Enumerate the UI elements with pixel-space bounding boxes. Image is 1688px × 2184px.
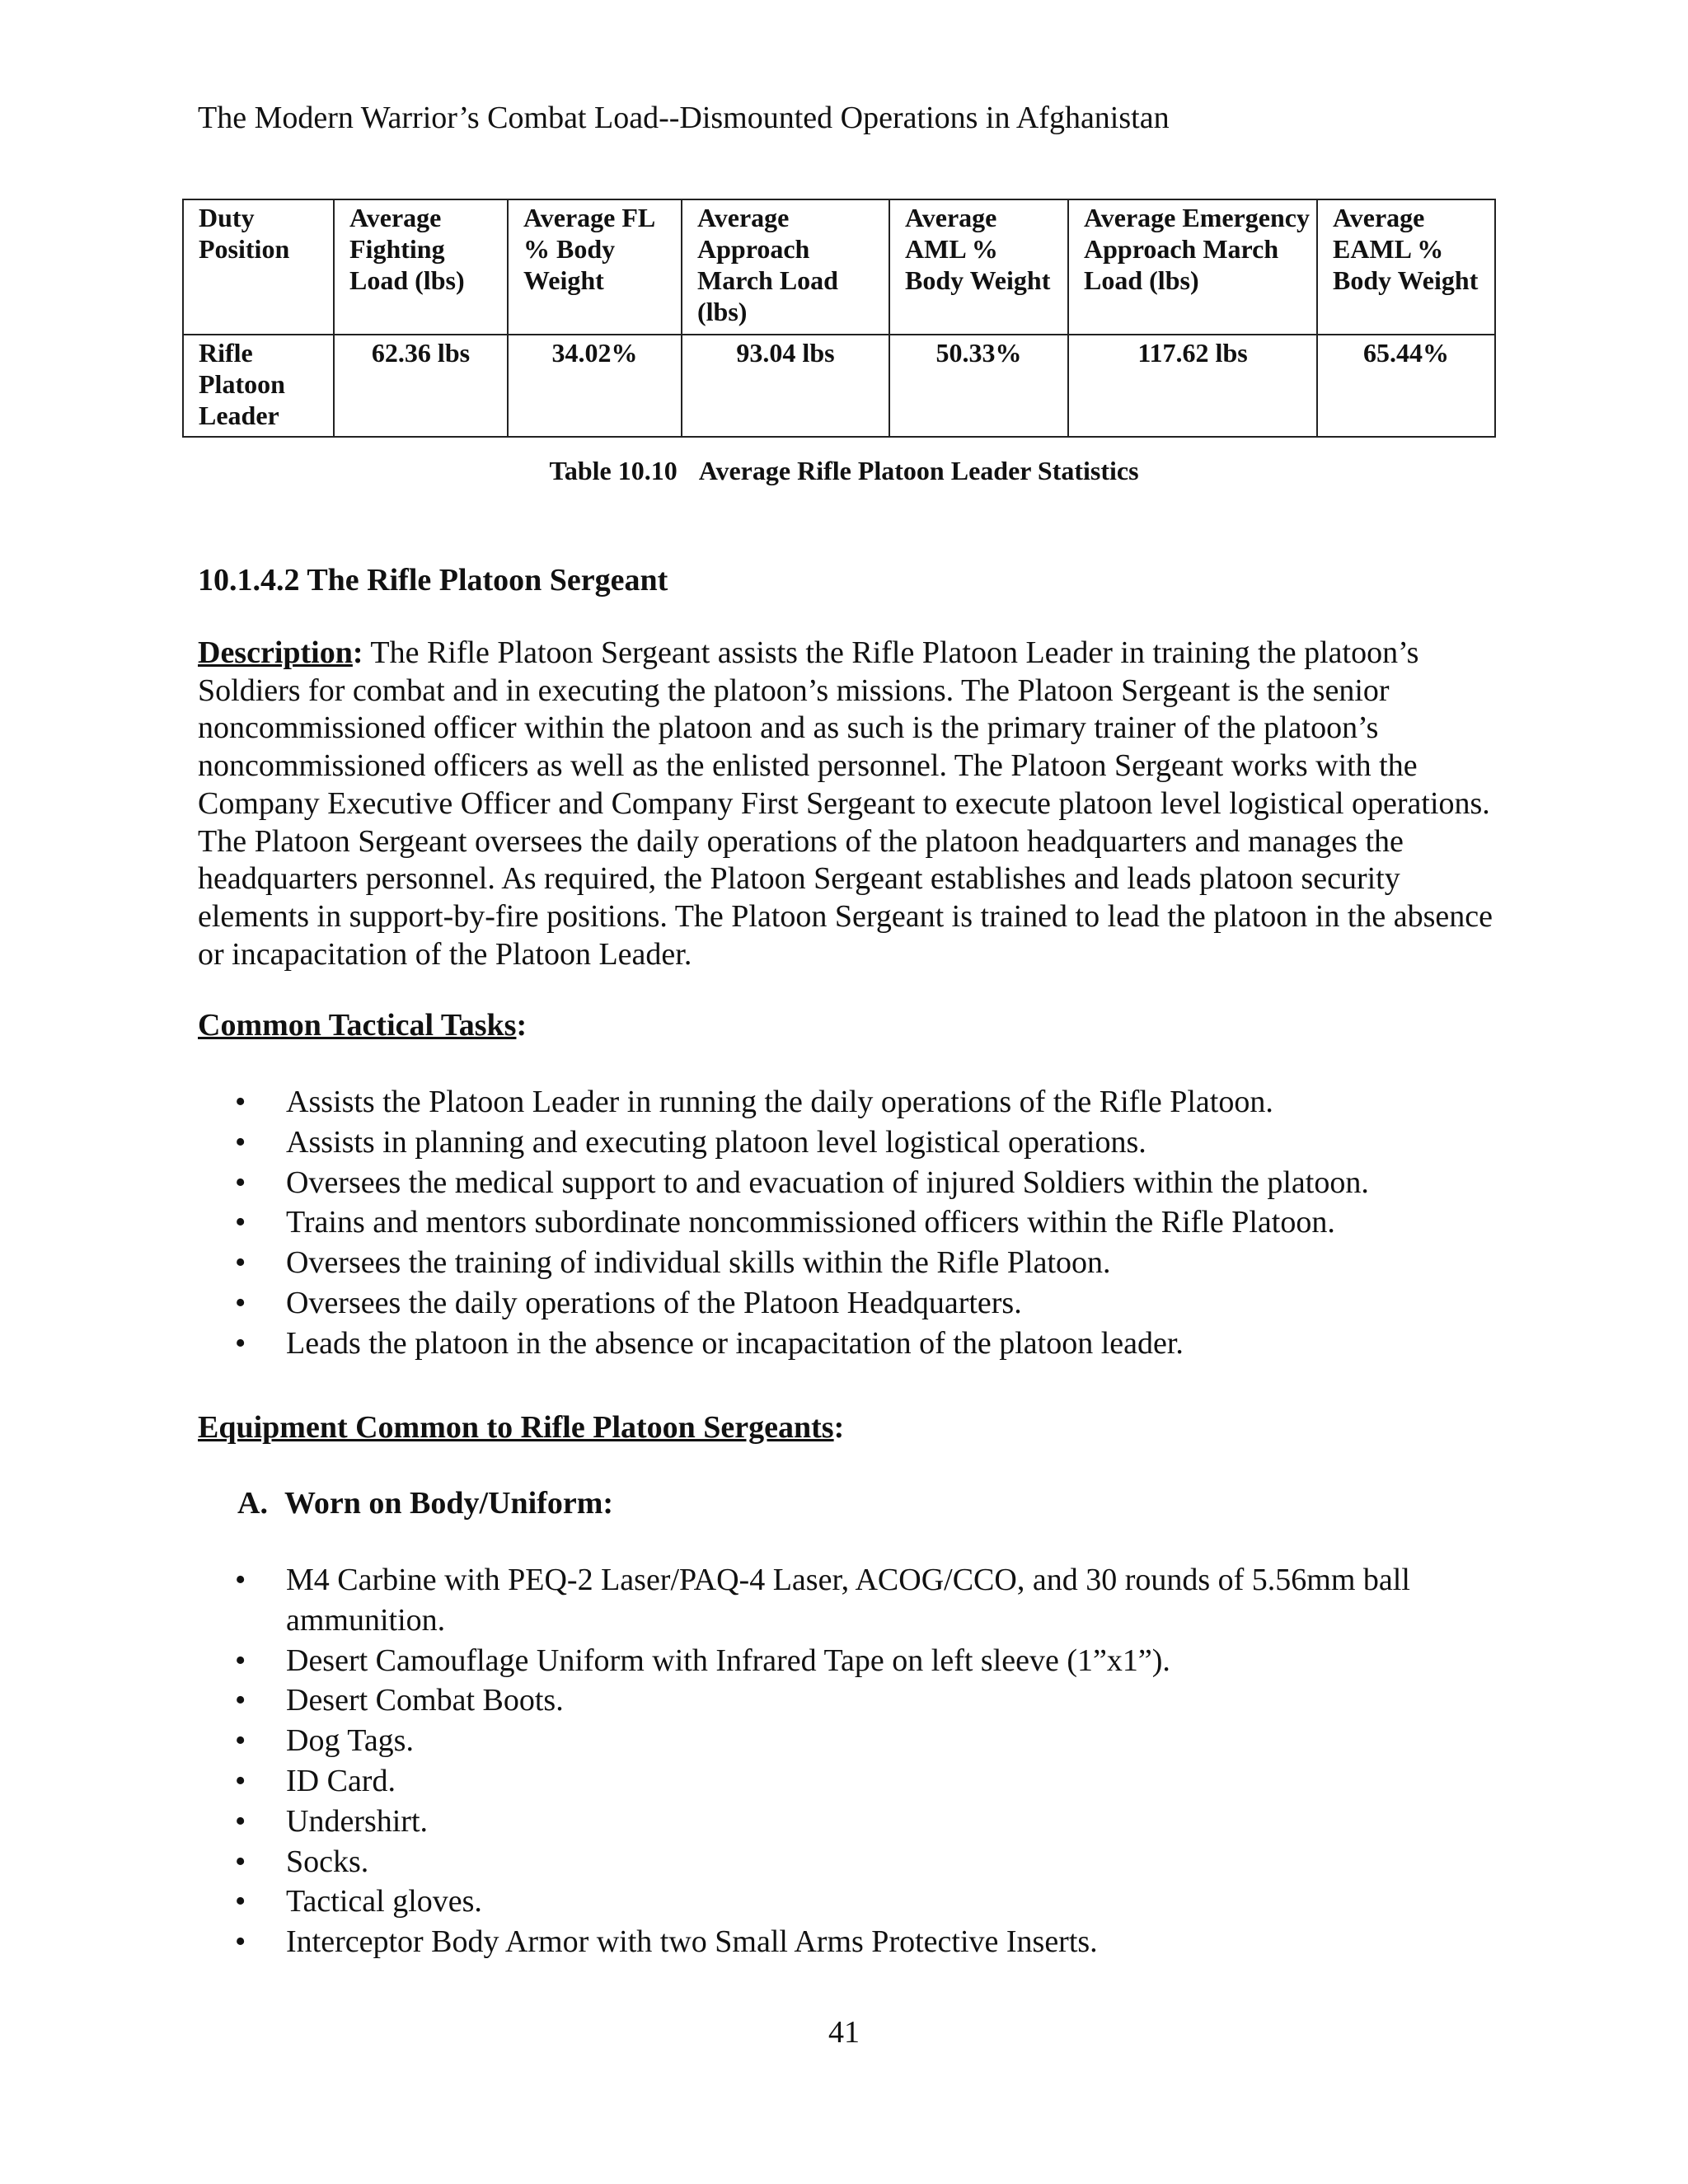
list-item: • Dog Tags. <box>198 1721 1517 1761</box>
aml-percent-cell: 50.33% <box>889 335 1068 437</box>
list-item: • Desert Combat Boots. <box>198 1680 1517 1721</box>
subsection-title <box>237 1483 613 1523</box>
approach-march-load-cell: 93.04 lbs <box>682 335 889 437</box>
page-number: 41 <box>828 2015 860 2050</box>
column-header: Average Fighting Load (lbs) <box>334 199 508 335</box>
list-item: • ID Card. <box>198 1761 1517 1802</box>
table-caption <box>0 454 1688 487</box>
list-item: • Assists the Platoon Leader in running the daily operations of the Rifle Platoon. <box>198 1082 1517 1122</box>
tasks-list <box>198 1082 1517 1364</box>
column-header: Duty Position <box>183 199 334 335</box>
list-item: • Assists in planning and executing platoon level logistical operations. <box>198 1122 1517 1163</box>
list-item: • Undershirt. <box>198 1802 1517 1842</box>
description-text: The Rifle Platoon Sergeant assists the Rifle Platoon Leader in training the platoon’s Soldiers for combat and in executing the platoon’s missions. The Platoon Sergeant is the senior noncommissioned officer within the platoon and as such is the primary trainer of the platoon’s noncommissioned officers as well as the enlisted personnel. The Platoon Sergeant works with the Company Executive Officer and Company First Sergeant to execute platoon level logistical operations. The Platoon Sergeant oversees the daily operations of the platoon headquarters and manages the headquarters personnel. As required, the Platoon Sergeant establishes and leads platoon security elements in support-by-fire positions. The Platoon Sergeant is trained to lead the platoon in the absence or incapacitation of the Platoon Leader. <box>198 635 1493 972</box>
duty-position-cell: Rifle Platoon Leader <box>183 335 334 437</box>
section-title: 10.1.4.2 The Rifle Platoon Sergeant <box>198 563 668 598</box>
table-header-row <box>183 199 1495 335</box>
list-item: • Oversees the daily operations of the Platoon Headquarters. <box>198 1283 1517 1324</box>
emergency-load-cell: 117.62 lbs <box>1068 335 1317 437</box>
table-caption-number: Table 10.10 <box>549 456 678 485</box>
page-header: The Modern Warrior’s Combat Load--Dismounted Operations in Afghanistan <box>198 101 1170 135</box>
list-item: • Trains and mentors subordinate noncommissioned officers within the Rifle Platoon. <box>198 1202 1517 1243</box>
list-item: • Oversees the medical support to and evacuation of injured Soldiers within the platoon. <box>198 1163 1517 1203</box>
equipment-heading: Equipment Common to Rifle Platoon Sergeants: <box>198 1410 845 1445</box>
column-header: Average AML % Body Weight <box>889 199 1068 335</box>
list-item: • M4 Carbine with PEQ-2 Laser/PAQ-4 Laser, ACOG/CCO, and 30 rounds of 5.56mm ball ammunition. <box>198 1560 1517 1641</box>
list-item: • Tactical gloves. <box>198 1882 1517 1922</box>
equipment-list <box>198 1560 1517 1962</box>
description-label: Description <box>198 635 353 670</box>
column-header: Average Emergency Approach March Load (lbs) <box>1068 199 1317 335</box>
tasks-heading-label: Common Tactical Tasks <box>198 1008 517 1043</box>
fighting-load-cell: 62.36 lbs <box>334 335 508 437</box>
subsection-letter: A. <box>237 1486 268 1521</box>
list-item: • Desert Camouflage Uniform with Infrared Tape on left sleeve (1”x1”). <box>198 1641 1517 1681</box>
statistics-table <box>182 199 1496 438</box>
list-item: • Socks. <box>198 1842 1517 1882</box>
description-paragraph: Description: The Rifle Platoon Sergeant assists the Rifle Platoon Leader in training the platoon’s Soldiers for combat and in executing the platoon’s missions. The Platoon Sergeant is the senior noncommissioned officer within the platoon and as such is the primary trainer of the platoon’s noncommissioned officers as well as the enlisted personnel. The Platoon Sergeant works with the Company Executive Officer and Company First Sergeant to execute platoon level logistical operations. The Platoon Sergeant oversees the daily operations of the platoon headquarters and manages the headquarters personnel. As required, the Platoon Sergeant establishes and leads platoon security elements in support-by-fire positions. The Platoon Sergeant is trained to lead the platoon in the absence or incapacitation of the Platoon Leader. <box>198 635 1493 972</box>
fl-percent-cell: 34.02% <box>508 335 682 437</box>
list-item: • Oversees the training of individual skills within the Rifle Platoon. <box>198 1243 1517 1283</box>
tasks-heading: Common Tactical Tasks: <box>198 1008 528 1043</box>
eaml-percent-cell: 65.44% <box>1317 335 1495 437</box>
subsection-text: Worn on Body/Uniform: <box>284 1486 614 1521</box>
table-row <box>183 335 1495 437</box>
equipment-heading-label: Equipment Common to Rifle Platoon Sergeants <box>198 1410 834 1445</box>
column-header: Average Approach March Load (lbs) <box>682 199 889 335</box>
list-item: • Leads the platoon in the absence or incapacitation of the platoon leader. <box>198 1324 1517 1364</box>
column-header: Average FL % Body Weight <box>508 199 682 335</box>
table-caption-text: Average Rifle Platoon Leader Statistics <box>698 456 1139 485</box>
column-header: Average EAML % Body Weight <box>1317 199 1495 335</box>
list-item: • Interceptor Body Armor with two Small Arms Protective Inserts. <box>198 1922 1517 1962</box>
